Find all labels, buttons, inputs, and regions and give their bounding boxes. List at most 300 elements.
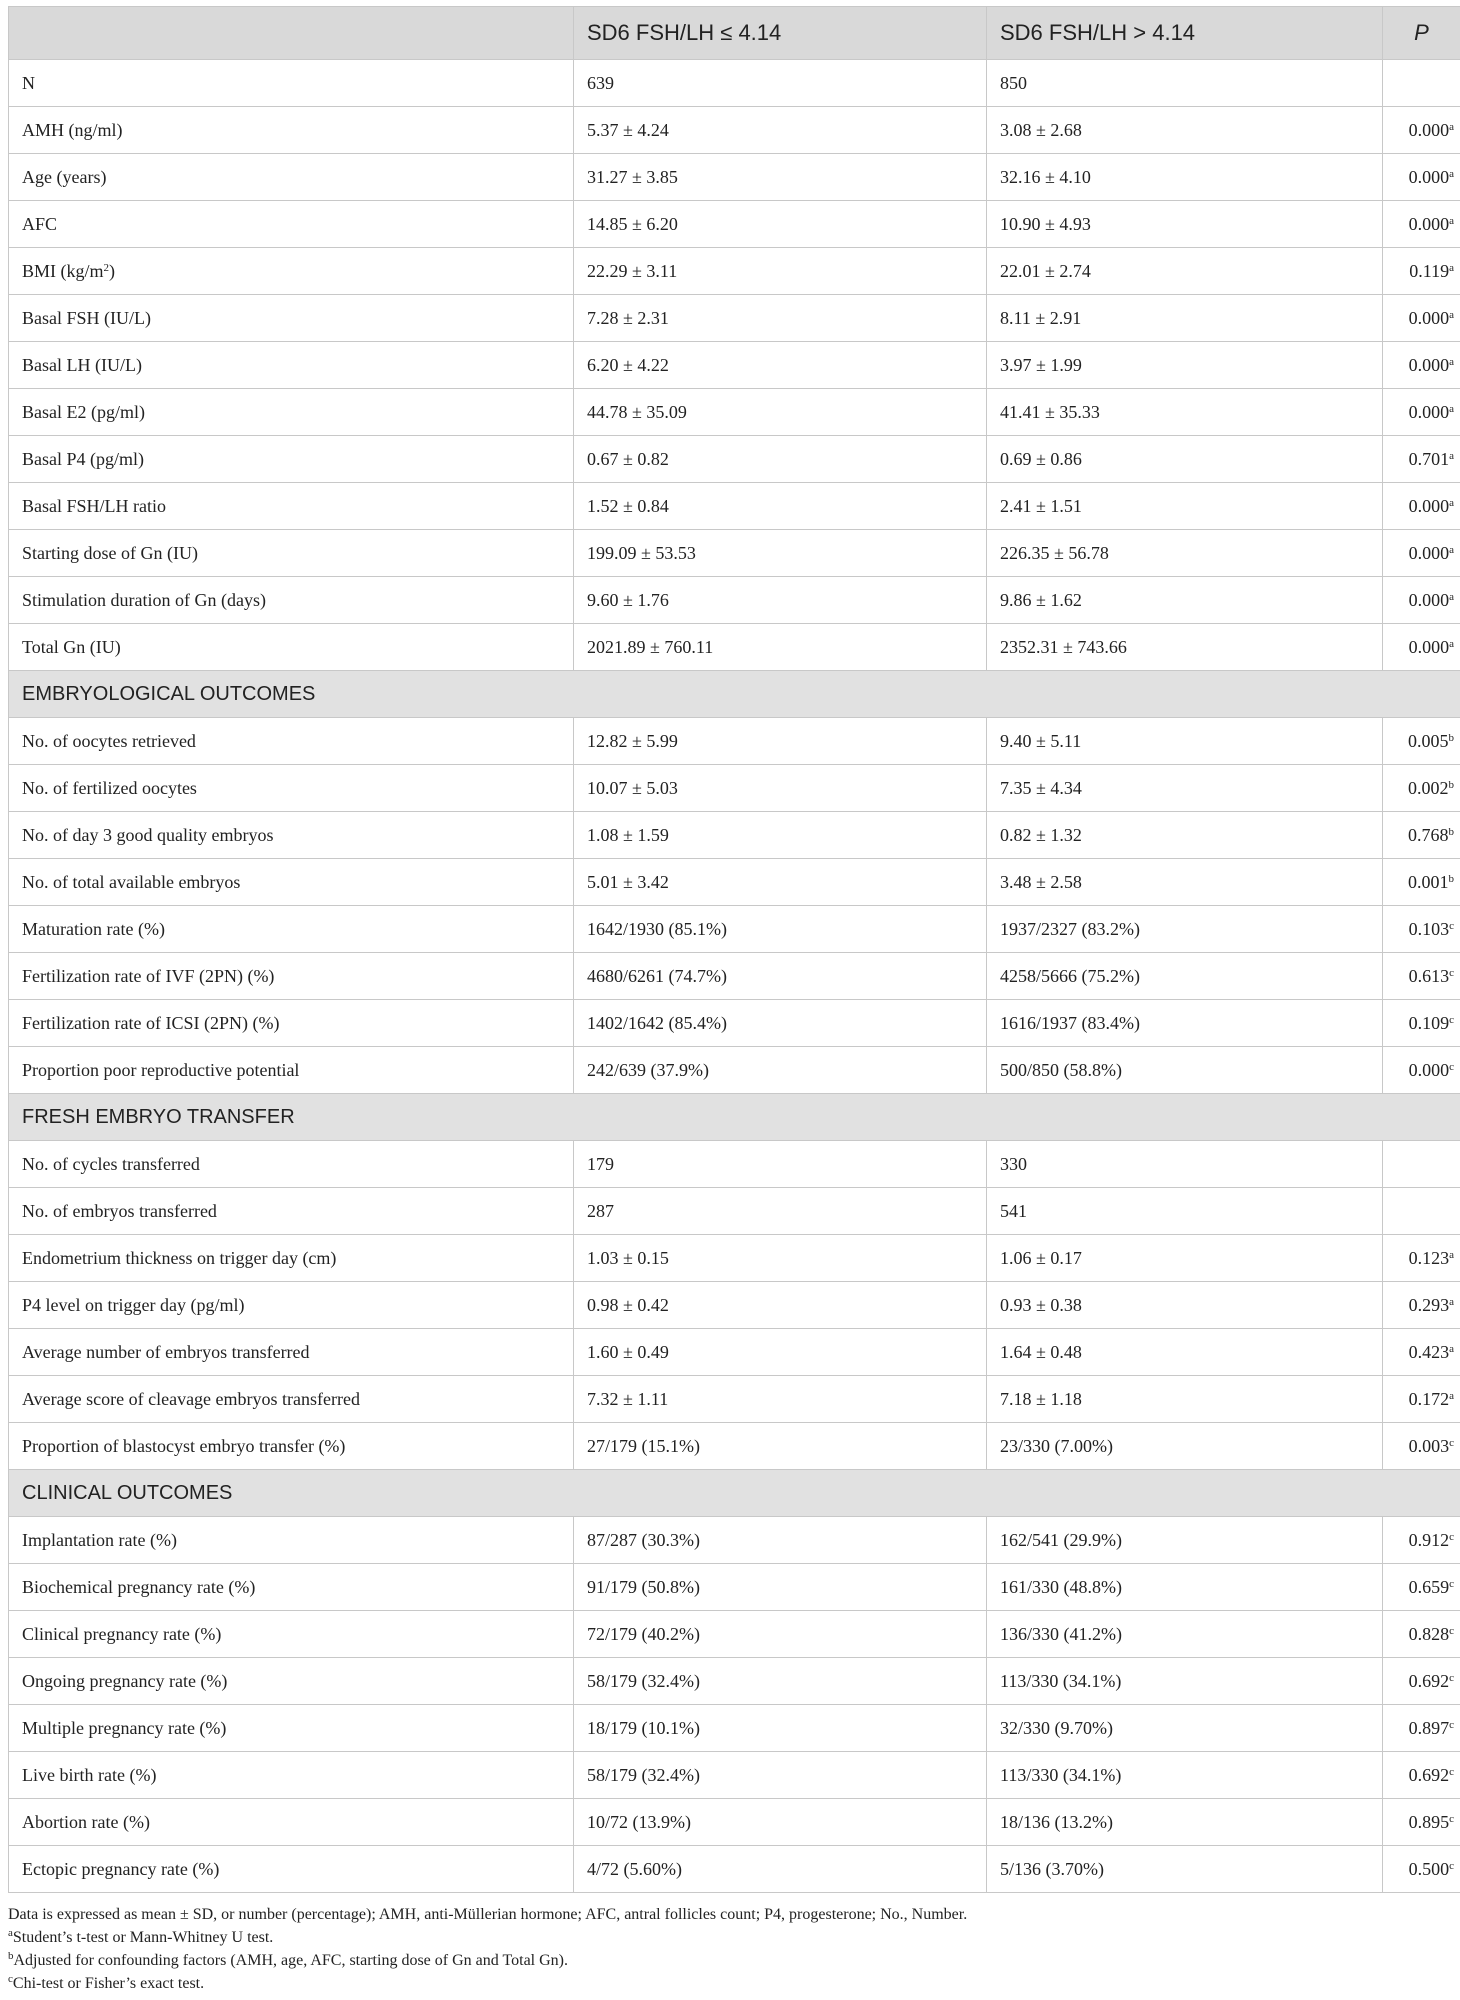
section-title: EMBRYOLOGICAL OUTCOMES <box>9 671 1460 718</box>
value-group-high: 9.40 ± 5.11 <box>987 718 1383 765</box>
row-label-text: Abortion rate (%) <box>22 1811 150 1832</box>
p-value: 0.895 <box>1408 1811 1450 1832</box>
p-value-superscript: a <box>1449 120 1454 133</box>
value-group-low: 72/179 (40.2%) <box>574 1611 987 1658</box>
table-row <box>9 859 1460 906</box>
p-value-superscript: c <box>1449 1718 1454 1731</box>
row-label-text: Biochemical pregnancy rate (%) <box>22 1576 256 1597</box>
p-value-cell <box>1383 765 1460 812</box>
table-row <box>9 906 1460 953</box>
value-group-high: 2.41 ± 1.51 <box>987 483 1383 530</box>
p-value-superscript: a <box>1449 308 1454 321</box>
p-value-superscript: c <box>1449 1765 1454 1778</box>
value-group-high: 0.93 ± 0.38 <box>987 1282 1383 1329</box>
value-group-high: 113/330 (34.1%) <box>987 1752 1383 1799</box>
table-row <box>9 248 1460 295</box>
value-group-high: 23/330 (7.00%) <box>987 1423 1383 1470</box>
p-value: 0.423 <box>1408 1341 1450 1362</box>
p-value-cell <box>1383 1517 1460 1564</box>
value-group-high: 2352.31 ± 743.66 <box>987 624 1383 671</box>
value-group-low: 22.29 ± 3.11 <box>574 248 987 295</box>
p-value: 0.000 <box>1408 119 1450 140</box>
p-value-cell <box>1383 859 1460 906</box>
p-value: 0.001 <box>1408 871 1449 892</box>
table-row <box>9 1235 1460 1282</box>
value-group-low: 10/72 (13.9%) <box>574 1799 987 1846</box>
value-group-low: 4/72 (5.60%) <box>574 1846 987 1893</box>
row-label-text: AFC <box>22 213 58 234</box>
row-label <box>9 906 574 953</box>
row-label <box>9 1000 574 1047</box>
value-group-high: 0.82 ± 1.32 <box>987 812 1383 859</box>
p-value: 0.500 <box>1408 1858 1450 1879</box>
value-group-high: 3.08 ± 2.68 <box>987 107 1383 154</box>
table-row <box>9 624 1460 671</box>
p-value-superscript: a <box>1449 355 1454 368</box>
p-value-superscript: c <box>1449 1013 1454 1026</box>
p-value-cell <box>1383 1564 1460 1611</box>
p-value-superscript: b <box>1448 778 1454 791</box>
header-p-value: P <box>1383 7 1460 60</box>
value-group-high: 500/850 (58.8%) <box>987 1047 1383 1094</box>
row-label-text: BMI (kg/m <box>22 260 104 281</box>
row-label <box>9 201 574 248</box>
section-header-row <box>9 671 1460 718</box>
p-value: 0.000 <box>1408 307 1450 328</box>
p-value-cell <box>1383 389 1460 436</box>
p-value-cell <box>1383 1799 1460 1846</box>
value-group-low: 1402/1642 (85.4%) <box>574 1000 987 1047</box>
table-row <box>9 1611 1460 1658</box>
value-group-high: 4258/5666 (75.2%) <box>987 953 1383 1000</box>
p-value-superscript: c <box>1449 919 1454 932</box>
value-group-high: 850 <box>987 60 1383 107</box>
row-label <box>9 60 574 107</box>
table-row <box>9 201 1460 248</box>
header-blank <box>9 7 574 60</box>
p-value-cell <box>1383 906 1460 953</box>
p-value-cell <box>1383 530 1460 577</box>
p-value-cell <box>1383 107 1460 154</box>
value-group-high: 22.01 ± 2.74 <box>987 248 1383 295</box>
value-group-high: 1616/1937 (83.4%) <box>987 1000 1383 1047</box>
p-value-superscript: c <box>1449 1671 1454 1684</box>
row-label-text: No. of embryos transferred <box>22 1200 217 1221</box>
row-label <box>9 812 574 859</box>
section-header-row <box>9 1470 1460 1517</box>
p-value-cell <box>1383 1423 1460 1470</box>
p-value: 0.692 <box>1408 1764 1450 1785</box>
p-value-cell <box>1383 1658 1460 1705</box>
value-group-high: 541 <box>987 1188 1383 1235</box>
value-group-high: 330 <box>987 1141 1383 1188</box>
p-value-superscript: b <box>1448 825 1454 838</box>
p-value-superscript: a <box>1449 1389 1454 1402</box>
p-value: 0.172 <box>1408 1388 1450 1409</box>
value-group-high: 161/330 (48.8%) <box>987 1564 1383 1611</box>
row-label <box>9 1423 574 1470</box>
row-label <box>9 1047 574 1094</box>
p-value-cell <box>1383 1047 1460 1094</box>
table-row <box>9 812 1460 859</box>
p-value-superscript: a <box>1449 214 1454 227</box>
value-group-low: 58/179 (32.4%) <box>574 1658 987 1705</box>
p-value: 0.768 <box>1408 824 1449 845</box>
row-label-text: No. of oocytes retrieved <box>22 730 196 751</box>
row-label <box>9 530 574 577</box>
footnote <box>8 1903 1460 1926</box>
row-label-text: P4 level on trigger day (pg/ml) <box>22 1294 245 1315</box>
p-value-cell <box>1383 1141 1460 1188</box>
table-row <box>9 1000 1460 1047</box>
row-label <box>9 1658 574 1705</box>
value-group-high: 3.97 ± 1.99 <box>987 342 1383 389</box>
row-label-text: Clinical pregnancy rate (%) <box>22 1623 222 1644</box>
footnote-marker: c <box>8 1973 13 1985</box>
p-value-cell <box>1383 60 1460 107</box>
table-row <box>9 765 1460 812</box>
row-label <box>9 624 574 671</box>
row-label <box>9 765 574 812</box>
value-group-high: 5/136 (3.70%) <box>987 1846 1383 1893</box>
value-group-high: 32/330 (9.70%) <box>987 1705 1383 1752</box>
footnote-text: Data is expressed as mean ± SD, or number (percentage); AMH, anti-Müllerian hormone; AFC, antral follicles count; P4, progesterone; No., Number. <box>8 1906 968 1923</box>
value-group-high: 7.35 ± 4.34 <box>987 765 1383 812</box>
table-row <box>9 577 1460 624</box>
p-value-cell <box>1383 1705 1460 1752</box>
table-row <box>9 107 1460 154</box>
footnote <box>8 1949 1460 1972</box>
p-value-cell <box>1383 154 1460 201</box>
p-value: 0.119 <box>1409 260 1450 281</box>
p-value: 0.123 <box>1408 1247 1450 1268</box>
value-group-low: 1.52 ± 0.84 <box>574 483 987 530</box>
row-label-text: Stimulation duration of Gn (days) <box>22 589 266 610</box>
row-label-text: Maturation rate (%) <box>22 918 165 939</box>
p-value-superscript: a <box>1449 1248 1454 1261</box>
p-value-cell <box>1383 1752 1460 1799</box>
value-group-low: 639 <box>574 60 987 107</box>
p-value-cell <box>1383 483 1460 530</box>
p-value: 0.293 <box>1408 1294 1450 1315</box>
table-row <box>9 1376 1460 1423</box>
table-row <box>9 1517 1460 1564</box>
p-value: 0.000 <box>1408 589 1450 610</box>
row-label-text: Basal FSH (IU/L) <box>22 307 151 328</box>
value-group-low: 1642/1930 (85.1%) <box>574 906 987 953</box>
value-group-high: 7.18 ± 1.18 <box>987 1376 1383 1423</box>
p-value: 0.701 <box>1408 448 1450 469</box>
p-value-cell <box>1383 1376 1460 1423</box>
p-value-superscript: a <box>1449 496 1454 509</box>
row-label <box>9 342 574 389</box>
p-value: 0.005 <box>1408 730 1449 751</box>
row-label-text: Endometrium thickness on trigger day (cm) <box>22 1247 337 1268</box>
header-group-high: SD6 FSH/LH > 4.14 <box>987 7 1383 60</box>
p-value-superscript: c <box>1449 1530 1454 1543</box>
value-group-low: 242/639 (37.9%) <box>574 1047 987 1094</box>
p-value-cell <box>1383 1188 1460 1235</box>
p-value: 0.692 <box>1408 1670 1450 1691</box>
p-value-superscript: c <box>1449 1859 1454 1872</box>
table-row <box>9 436 1460 483</box>
p-value-cell <box>1383 577 1460 624</box>
p-value-cell <box>1383 624 1460 671</box>
table-header-row <box>9 7 1460 60</box>
value-group-high: 32.16 ± 4.10 <box>987 154 1383 201</box>
row-label-text: Starting dose of Gn (IU) <box>22 542 198 563</box>
table-row <box>9 1329 1460 1376</box>
row-label <box>9 1846 574 1893</box>
p-value: 0.000 <box>1408 542 1450 563</box>
p-value-superscript: c <box>1449 1624 1454 1637</box>
table-row <box>9 1799 1460 1846</box>
p-value: 0.613 <box>1408 965 1450 986</box>
value-group-low: 199.09 ± 53.53 <box>574 530 987 577</box>
p-value-cell <box>1383 295 1460 342</box>
p-value: 0.000 <box>1408 166 1450 187</box>
row-label-text: Proportion poor reproductive potential <box>22 1059 300 1080</box>
p-value-cell <box>1383 1611 1460 1658</box>
row-label <box>9 577 574 624</box>
row-label-text: Average score of cleavage embryos transferred <box>22 1388 360 1409</box>
value-group-low: 91/179 (50.8%) <box>574 1564 987 1611</box>
p-value-superscript: a <box>1449 261 1454 274</box>
p-value: 0.000 <box>1408 213 1450 234</box>
header-group-low: SD6 FSH/LH ≤ 4.14 <box>574 7 987 60</box>
footnote <box>8 1926 1460 1949</box>
section-title: CLINICAL OUTCOMES <box>9 1470 1460 1517</box>
row-label <box>9 154 574 201</box>
value-group-high: 0.69 ± 0.86 <box>987 436 1383 483</box>
p-value-superscript: c <box>1449 1577 1454 1590</box>
row-label-text: Ectopic pregnancy rate (%) <box>22 1858 220 1879</box>
value-group-low: 31.27 ± 3.85 <box>574 154 987 201</box>
value-group-low: 87/287 (30.3%) <box>574 1517 987 1564</box>
footnote <box>8 1972 1460 1995</box>
p-value-superscript: c <box>1449 966 1454 979</box>
row-label <box>9 718 574 765</box>
value-group-low: 1.03 ± 0.15 <box>574 1235 987 1282</box>
row-label-text: No. of total available embryos <box>22 871 241 892</box>
row-label-text: Basal P4 (pg/ml) <box>22 448 144 469</box>
row-label <box>9 1188 574 1235</box>
value-group-high: 9.86 ± 1.62 <box>987 577 1383 624</box>
value-group-low: 12.82 ± 5.99 <box>574 718 987 765</box>
value-group-high: 8.11 ± 2.91 <box>987 295 1383 342</box>
table-row <box>9 295 1460 342</box>
p-value-superscript: b <box>1448 872 1454 885</box>
p-value-cell <box>1383 1235 1460 1282</box>
table-row <box>9 1188 1460 1235</box>
row-label-text: Live birth rate (%) <box>22 1764 157 1785</box>
value-group-high: 18/136 (13.2%) <box>987 1799 1383 1846</box>
p-value: 0.000 <box>1408 636 1450 657</box>
row-label-text: AMH (ng/ml) <box>22 119 123 140</box>
p-value-cell <box>1383 342 1460 389</box>
row-label-text: Proportion of blastocyst embryo transfer (%) <box>22 1435 346 1456</box>
p-value-superscript: a <box>1449 1295 1454 1308</box>
row-label <box>9 1141 574 1188</box>
table-row <box>9 953 1460 1000</box>
value-group-low: 2021.89 ± 760.11 <box>574 624 987 671</box>
table-row <box>9 1141 1460 1188</box>
value-group-high: 1.06 ± 0.17 <box>987 1235 1383 1282</box>
footnote-marker: a <box>8 1927 13 1939</box>
table-row <box>9 60 1460 107</box>
value-group-low: 287 <box>574 1188 987 1235</box>
table-row <box>9 530 1460 577</box>
p-value: 0.659 <box>1408 1576 1450 1597</box>
table-row <box>9 1047 1460 1094</box>
value-group-high: 113/330 (34.1%) <box>987 1658 1383 1705</box>
p-value-superscript: c <box>1449 1436 1454 1449</box>
p-value-superscript: a <box>1449 1342 1454 1355</box>
footnote-text: Adjusted for confounding factors (AMH, age, AFC, starting dose of Gn and Total Gn). <box>13 1952 568 1969</box>
p-value: 0.000 <box>1408 401 1450 422</box>
p-value-superscript: a <box>1449 449 1454 462</box>
p-value: 0.002 <box>1408 777 1449 798</box>
row-label <box>9 295 574 342</box>
row-label-text: Fertilization rate of ICSI (2PN) (%) <box>22 1012 280 1033</box>
table-row <box>9 342 1460 389</box>
p-value-superscript: b <box>1448 731 1454 744</box>
row-label-text: Multiple pregnancy rate (%) <box>22 1717 227 1738</box>
p-value-superscript: c <box>1449 1812 1454 1825</box>
table-row <box>9 483 1460 530</box>
p-value-cell <box>1383 201 1460 248</box>
value-group-high: 3.48 ± 2.58 <box>987 859 1383 906</box>
row-label <box>9 1564 574 1611</box>
row-label-text: Implantation rate (%) <box>22 1529 177 1550</box>
p-value: 0.000 <box>1408 1059 1450 1080</box>
row-label <box>9 1799 574 1846</box>
table-row <box>9 1752 1460 1799</box>
p-value-superscript: a <box>1449 402 1454 415</box>
table-row <box>9 389 1460 436</box>
value-group-low: 5.01 ± 3.42 <box>574 859 987 906</box>
table-row <box>9 1658 1460 1705</box>
table-footnotes <box>8 1903 1460 1995</box>
value-group-low: 58/179 (32.4%) <box>574 1752 987 1799</box>
row-label-superscript: 2 <box>103 261 110 274</box>
value-group-high: 10.90 ± 4.93 <box>987 201 1383 248</box>
row-label <box>9 953 574 1000</box>
value-group-low: 179 <box>574 1141 987 1188</box>
row-label <box>9 1282 574 1329</box>
results-table <box>8 6 1460 1893</box>
row-label-text: Basal LH (IU/L) <box>22 354 142 375</box>
value-group-low: 0.67 ± 0.82 <box>574 436 987 483</box>
table-body <box>9 60 1460 1893</box>
value-group-low: 7.28 ± 2.31 <box>574 295 987 342</box>
value-group-low: 10.07 ± 5.03 <box>574 765 987 812</box>
p-value-superscript: c <box>1449 1060 1454 1073</box>
value-group-low: 18/179 (10.1%) <box>574 1705 987 1752</box>
p-value-cell <box>1383 718 1460 765</box>
results-table-container <box>8 6 1460 1995</box>
p-value-cell <box>1383 1329 1460 1376</box>
row-label-text: N <box>22 72 35 93</box>
row-label <box>9 859 574 906</box>
value-group-low: 0.98 ± 0.42 <box>574 1282 987 1329</box>
value-group-low: 9.60 ± 1.76 <box>574 577 987 624</box>
p-value-cell <box>1383 1846 1460 1893</box>
row-label <box>9 1329 574 1376</box>
row-label <box>9 1517 574 1564</box>
row-label-tail: ) <box>109 260 116 281</box>
row-label-text: Age (years) <box>22 166 107 187</box>
row-label-text: Basal FSH/LH ratio <box>22 495 166 516</box>
value-group-low: 1.08 ± 1.59 <box>574 812 987 859</box>
value-group-low: 14.85 ± 6.20 <box>574 201 987 248</box>
row-label-text: Total Gn (IU) <box>22 636 121 657</box>
value-group-low: 27/179 (15.1%) <box>574 1423 987 1470</box>
row-label-text: Fertilization rate of IVF (2PN) (%) <box>22 965 275 986</box>
row-label <box>9 1705 574 1752</box>
row-label-text: No. of cycles transferred <box>22 1153 200 1174</box>
p-value-cell <box>1383 248 1460 295</box>
table-row <box>9 1282 1460 1329</box>
p-value-cell <box>1383 953 1460 1000</box>
p-value-cell <box>1383 1000 1460 1047</box>
p-value-superscript: a <box>1449 167 1454 180</box>
p-value: 0.912 <box>1408 1529 1450 1550</box>
value-group-high: 41.41 ± 35.33 <box>987 389 1383 436</box>
row-label-text: Average number of embryos transferred <box>22 1341 310 1362</box>
p-value: 0.003 <box>1408 1435 1450 1456</box>
p-value-cell <box>1383 436 1460 483</box>
row-label <box>9 483 574 530</box>
p-value: 0.828 <box>1408 1623 1450 1644</box>
value-group-high: 1.64 ± 0.48 <box>987 1329 1383 1376</box>
row-label <box>9 1235 574 1282</box>
row-label-text: Basal E2 (pg/ml) <box>22 401 145 422</box>
row-label-text: Ongoing pregnancy rate (%) <box>22 1670 228 1691</box>
row-label-text: No. of fertilized oocytes <box>22 777 197 798</box>
footnote-text: Chi-test or Fisher’s exact test. <box>12 1975 205 1992</box>
p-value: 0.000 <box>1408 354 1450 375</box>
p-value-superscript: a <box>1449 590 1454 603</box>
row-label <box>9 389 574 436</box>
table-row <box>9 718 1460 765</box>
p-value-superscript: a <box>1449 543 1454 556</box>
p-value: 0.000 <box>1408 495 1450 516</box>
p-value: 0.103 <box>1408 918 1450 939</box>
p-value-cell <box>1383 1282 1460 1329</box>
value-group-low: 7.32 ± 1.11 <box>574 1376 987 1423</box>
value-group-high: 226.35 ± 56.78 <box>987 530 1383 577</box>
footnote-marker: b <box>8 1950 14 1962</box>
value-group-low: 4680/6261 (74.7%) <box>574 953 987 1000</box>
row-label <box>9 107 574 154</box>
value-group-high: 136/330 (41.2%) <box>987 1611 1383 1658</box>
section-header-row <box>9 1094 1460 1141</box>
value-group-high: 162/541 (29.9%) <box>987 1517 1383 1564</box>
table-row <box>9 1705 1460 1752</box>
p-value-superscript: a <box>1449 637 1454 650</box>
table-row <box>9 1423 1460 1470</box>
value-group-high: 1937/2327 (83.2%) <box>987 906 1383 953</box>
value-group-low: 44.78 ± 35.09 <box>574 389 987 436</box>
row-label <box>9 436 574 483</box>
table-row <box>9 154 1460 201</box>
row-label <box>9 248 574 295</box>
p-value-cell <box>1383 812 1460 859</box>
p-value: 0.109 <box>1408 1012 1450 1033</box>
row-label <box>9 1376 574 1423</box>
value-group-low: 1.60 ± 0.49 <box>574 1329 987 1376</box>
